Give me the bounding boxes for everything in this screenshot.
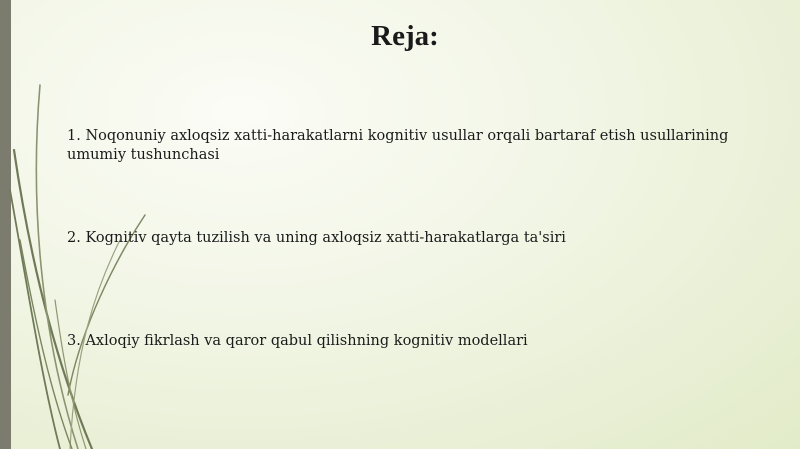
slide-title: Reja: (371, 20, 439, 52)
plan-item-1: 1. Noqonuniy axloqsiz xatti-harakatlarni kognitiv usullar orqali bartaraf etish usullarining umumiy tushunchasi (67, 128, 729, 163)
left-accent-bar (0, 0, 11, 449)
plan-item-2: 2. Kognitiv qayta tuzilish va uning axloqsiz xatti-harakatlarga ta'siri (67, 230, 566, 246)
plan-item-3: 3. Axloqiy fikrlash va qaror qabul qilishning kognitiv modellari (67, 333, 528, 349)
